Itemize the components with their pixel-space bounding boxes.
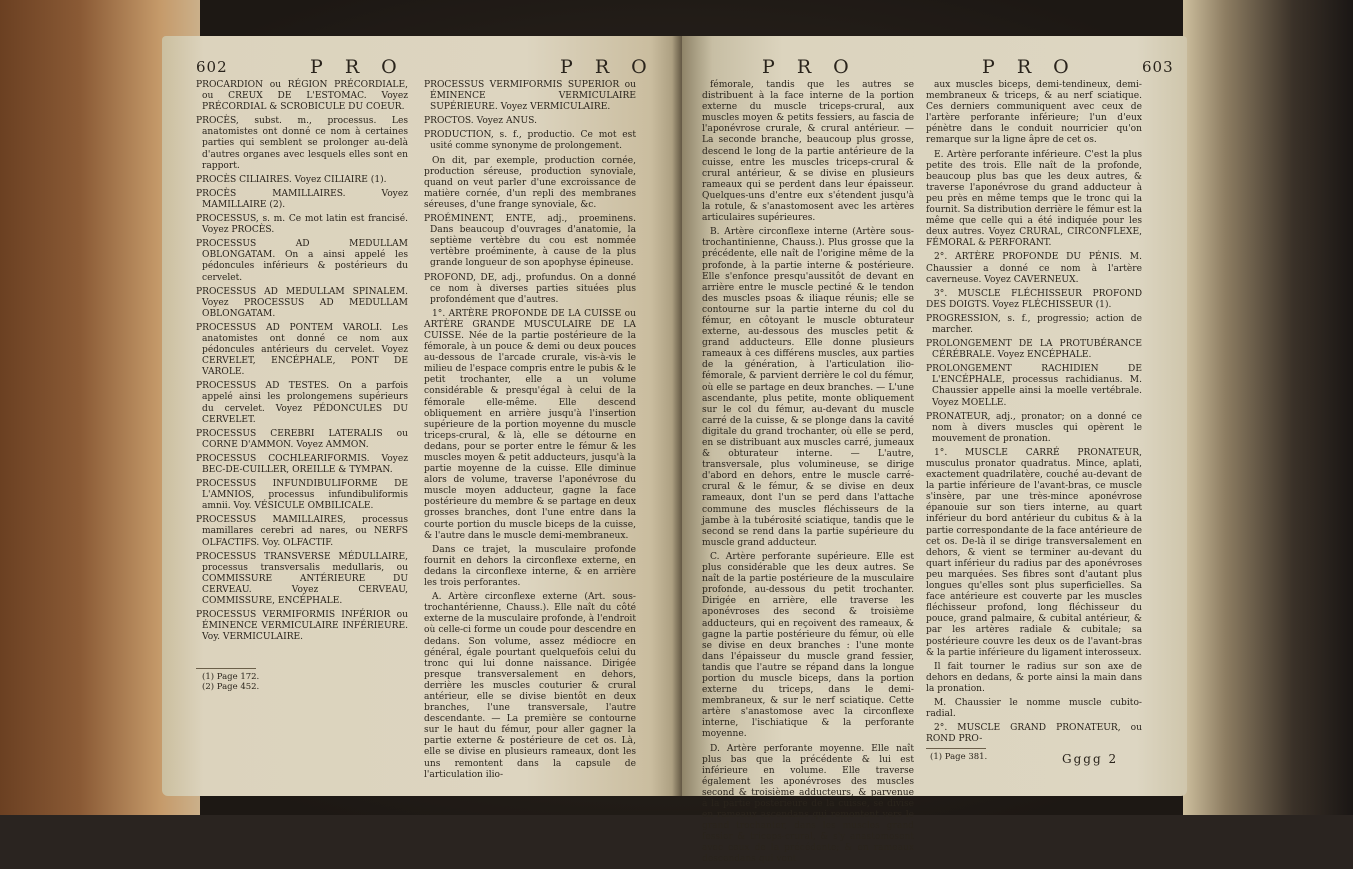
footnote-rule bbox=[926, 748, 986, 749]
right-footnote-1: (1) Page 381. bbox=[930, 752, 988, 762]
dictionary-entry: PROCESSUS INFUNDIBULIFORME DE L'AMNIOS, processus infundibuliformis amnii. Voy. VÉSICULE OMBILICALE. bbox=[196, 479, 408, 512]
dictionary-entry: C. Artère perforante supérieure. Elle est plus considérable que les deux autres. Se naît de la partie postérieure de la musculaire profonde, au-dessous du petit trochanter. Dirigée en arrière, elle traverse les aponévroses des second & troisième adducteurs, qui en reçoivent des rameaux, & gagne la partie postérieure du fémur, où elle se divise en deux branches : l'une monte dans l'épaisseur du muscle grand fessier, tandis que l'autre se répand dans la longue portion du muscle biceps, dans la portion externe du triceps, dans le demi-membraneux, & sur le nerf sciatique. Cette artère s'anastomose avec la circonflexe interne, l'ischiatique & la perforante moyenne. bbox=[702, 551, 914, 740]
dictionary-entry: On dit, par exemple, production cornée, production séreuse, production synoviale, quand on veut parler d'une excroissance de matière cornée, d'un repli des membranes séreuses, d'une frange synoviale, &c. bbox=[424, 155, 636, 210]
right-page bbox=[682, 36, 1187, 865]
dictionary-entry: 2°. MUSCLE GRAND PRONATEUR, ou ROND PRO- bbox=[926, 723, 1142, 745]
dictionary-entry: D. Artère perforante moyenne. Elle naît plus bas que la précédente & lui est inférieure en volume. Elle traverse également les aponévroses des muscles second & troisième adducteurs, & parvenue à la partie postérieure de la cuisse, se divise en rameaux ascendans qui remontent vers le grand trochanter, dans les muscles grand fessier & triceps-crural, & s'y anastomosent avec ceux de la précédente; & en rameaux descendans qui vont bbox=[702, 743, 914, 865]
dictionary-entry: PROCARDION ou RÉGION PRÉCORDIALE, ou CREUX DE L'ESTOMAC. Voyez PRÉCORDIAL & SCROBICULE DU COEUR. bbox=[196, 80, 408, 113]
dictionary-entry: PROCESSUS AD PONTEM VAROLI. Les anatomistes ont donné ce nom aux pédoncules antérieurs du cervelet. Voyez CERVELET, ENCÉPHALE, PONT DE VAROLE. bbox=[196, 322, 408, 378]
right-page-number: 603 bbox=[1142, 58, 1174, 76]
left-footnote-1: (1) Page 172. bbox=[202, 672, 260, 682]
dictionary-entry: PROCESSUS CEREBRI LATERALIS ou CORNE D'AMMON. Voyez AMMON. bbox=[196, 428, 408, 450]
dictionary-entry: aux muscles biceps, demi-tendineux, demi-membraneux & triceps, & au nerf sciatique. Ces derniers communiquent avec ceux de l'artère perforante inférieure; l'un d'eux pénètre dans le conduit nourricier qu'on remarque sur la ligne âpre de cet os. bbox=[926, 80, 1142, 146]
dictionary-entry: PROGRESSION, s. f., progressio; action de marcher. bbox=[926, 313, 1142, 335]
dictionary-entry: PRONATEUR, adj., pronator; on a donné ce nom à divers muscles qui opèrent le mouvement de pronation. bbox=[926, 411, 1142, 444]
dictionary-entry: PROLONGEMENT RACHIDIEN DE L'ENCÉPHALE, processus rachidianus. M. Chaussier appelle ainsi la moelle vertébrale. Voyez MOELLE. bbox=[926, 364, 1142, 408]
dictionary-entry: PROCÈS MAMILLAIRES. Voyez MAMILLAIRE (2). bbox=[196, 188, 408, 210]
dictionary-entry: Dans ce trajet, la musculaire profonde fournit en dehors la circonflexe externe, en dedans la circonflexe interne, & en arrière les trois perforantes. bbox=[424, 544, 636, 589]
dictionary-entry: PROCÈS CILIAIRES. Voyez CILIAIRE (1). bbox=[196, 174, 387, 185]
footnote-rule bbox=[196, 668, 256, 669]
right-running-head-col2: P R O bbox=[982, 56, 1077, 78]
dictionary-entry: M. Chaussier le nomme muscle cubito-radial. bbox=[926, 697, 1142, 720]
left-page bbox=[162, 36, 682, 796]
dictionary-entry: PROÉMINENT, ENTE, adj., proeminens. Dans beaucoup d'ouvrages d'anatomie, la septième vertèbre du cou est nommée vertèbre proéminente, à cause de la plus grande longueur de son apophyse épineuse. bbox=[424, 214, 636, 269]
dictionary-entry: PROCÈS, subst. m., processus. Les anatomistes ont donné ce nom à certaines parties qui semblent se prolonger au-delà d'autres organes avec lesquels elles sont en rapport. bbox=[196, 116, 408, 171]
dictionary-entry: 3°. MUSCLE FLÉCHISSEUR PROFOND DES DOIGTS. Voyez FLÉCHISSEUR (1). bbox=[926, 288, 1142, 310]
left-column-1 bbox=[196, 80, 408, 646]
dictionary-entry: 1°. ARTÈRE PROFONDE DE LA CUISSE ou ARTÈRE GRANDE MUSCULAIRE DE LA CUISSE. Née de la partie postérieure de la fémorale, à un pouce & demi ou deux pouces au-dessous de l'arcade crurale, vis-à-vis le milieu de l'espace compris entre le pubis & le petit trochanter, elle a un volume considérable & presqu'égal à celui de la fémorale elle-même. Elle descend obliquement en arrière jusqu'à l'insertion supérieure de la portion moyenne du muscle triceps-crural, & là, elle se détourne en dedans, pour se porter entre le fémur & les muscles moyen & petit adducteurs, jusqu'à la partie moyenne de la cuisse. Elle diminue alors de volume, traverse l'aponévrose du muscle moyen adducteur, gagne la face postérieure du membre & se partage en deux grosses branches, dont l'une entre dans la courte portion du muscle biceps de la cuisse, & l'autre dans le muscle demi-membraneux. bbox=[424, 308, 636, 541]
right-column-2 bbox=[926, 80, 1142, 748]
right-running-head-col1: P R O bbox=[762, 56, 857, 78]
dictionary-entry: PROCESSUS COCHLEARIFORMIS. Voyez BEC-DE-CUILLER, OREILLE & TYMPAN. bbox=[196, 453, 408, 475]
dictionary-entry: PROCESSUS VERMIFORMIS SUPERIOR ou ÉMINENCE VERMICULAIRE SUPÉRIEURE. Voyez VERMICULAIRE. bbox=[424, 80, 636, 113]
dictionary-entry: PROCESSUS AD MEDULLAM SPINALEM. Voyez PROCESSUS AD MEDULLAM OBLONGATAM. bbox=[196, 286, 408, 319]
dictionary-entry: PROCESSUS, s. m. Ce mot latin est francisé. Voyez PROCÈS. bbox=[196, 214, 408, 236]
dictionary-entry: PROLONGEMENT DE LA PROTUBÉRANCE CÉRÉBRALE. Voyez ENCÉPHALE. bbox=[926, 339, 1142, 361]
dictionary-entry: B. Artère circonflexe interne (Artère sous-trochantinienne, Chauss.). Plus grosse que la précédente, elle naît de l'origine même de la profonde, à la partie interne & postérieure. Elle s'enfonce presqu'aussitôt de devant en arrière entre le muscle pectiné & le tendon des muscles psoas & iliaque réunis; elle se contourne sur la partie interne du col du fémur, en côtoyant le muscle obturateur externe, au-dessous des muscles petit & grand adducteurs. Elle donne plusieurs rameaux à ces différens muscles, aux parties de la génération, à l'articulation ilio-fémorale, & parvient derrière le col du fémur, où elle se partage en deux branches. — L'une ascendante, plus petite, monte obliquement sur le col du fémur, au-devant du muscle carré de la cuisse, & se plonge dans la cavité digitale du grand trochanter, où elle se perd, en se distribuant aux muscles carré, jumeaux & obturateur interne. — L'autre, transversale, plus volumineuse, se dirige d'abord en dehors, entre le muscle carré-crural & le fémur, & se divise en deux rameaux, dont l'un se perd dans l'attache commune des muscles fléchisseurs de la jambe à la tubérosité sciatique, tandis que le second se rend dans la partie supérieure du muscle grand adducteur. bbox=[702, 227, 914, 548]
dictionary-entry: PROCESSUS TRANSVERSE MÉDULLAIRE, processus transversalis medullaris, ou COMMISSURE ANTÉRIEURE DU CERVEAU. Voyez CERVEAU, COMMISSURE, ENCÉPHALE. bbox=[196, 551, 408, 607]
left-running-head-col1: P R O bbox=[310, 56, 405, 78]
dictionary-entry: Il fait tourner le radius sur son axe de dehors en dedans, & porte ainsi la main dans la pronation. bbox=[926, 661, 1142, 694]
dictionary-entry: PROCTOS. Voyez ANUS. bbox=[424, 116, 537, 127]
book-fore-edge-right bbox=[1183, 0, 1353, 815]
dictionary-entry: A. Artère circonflexe externe (Art. sous-trochantérienne, Chauss.). Elle naît du côté externe de la musculaire profonde, à l'endroit où celle-ci forme un coude pour descendre en dedans. Son volume, assez médiocre en général, égale pourtant quelquefois celui du tronc qui lui donne naissance. Dirigée presque transversalement en dehors, derrière les muscles couturier & crural antérieur, elle se divise bientôt en deux branches, l'une transversale, l'autre descendante. — La première se contourne sur le haut du fémur, pour aller gagner la partie externe & postérieure de cet os. Là, elle se divise en plusieurs rameaux, dont les uns remontent dans la capsule de l'articulation ilio- bbox=[424, 592, 636, 780]
left-page-number: 602 bbox=[196, 58, 228, 76]
dictionary-entry: PROFOND, DE, adj., profundus. On a donné ce nom à diverses parties situées plus profondément que d'autres. bbox=[424, 272, 636, 305]
dictionary-entry: fémorale, tandis que les autres se distribuent à la face interne de la portion externe du muscle triceps-crural, aux muscles moyen & petits fessiers, au fascia de l'aponévrose crurale, & crural antérieur. — La seconde branche, beaucoup plus grosse, descend le long de la partie antérieure de la cuisse, entre les muscles triceps-crural & crural antérieur, & se divise en plusieurs rameaux qui se perdent dans leur épaisseur. Quelques-uns d'entre eux s'étendent jusqu'à la rotule, & s'anastomosent avec les artères articulaires supérieures. bbox=[702, 80, 914, 224]
left-footnote-2: (2) Page 452. bbox=[202, 682, 260, 692]
left-column-2 bbox=[424, 80, 636, 784]
left-running-head-col2: P R O bbox=[560, 56, 655, 78]
dictionary-entry: PROCESSUS AD MEDULLAM OBLONGATAM. On a ainsi appelé les pédoncules inférieurs & postérieurs du cervelet. bbox=[196, 239, 408, 283]
dictionary-entry: PROCESSUS AD TESTES. On a parfois appelé ainsi les prolongemens supérieurs du cervelet. Voyez PÉDONCULES DU CERVELET. bbox=[196, 381, 408, 425]
dictionary-entry: E. Artère perforante inférieure. C'est la plus petite des trois. Elle naît de la profonde, beaucoup plus bas que les deux autres, & traverse l'aponévrose du grand adducteur à peu près en même temps que le tronc qui la fournit. Sa distribution derrière le fémur est la même que celle qui a été indiquée pour les deux autres. Voyez CRURAL, CIRCONFLEXE, FÉMORAL & PERFORANT. bbox=[926, 149, 1142, 249]
dictionary-entry: PRODUCTION, s. f., productio. Ce mot est usité comme synonyme de prolongement. bbox=[424, 130, 636, 152]
signature-mark: Gggg 2 bbox=[1062, 752, 1119, 766]
dictionary-entry: PROCESSUS VERMIFORMIS INFÉRIOR ou ÉMINENCE VERMICULAIRE INFÉRIEURE. Voy. VERMICULAIRE. bbox=[196, 610, 408, 643]
dictionary-entry: 1°. MUSCLE CARRÉ PRONATEUR, musculus pronator quadratus. Mince, aplati, exactement quadrilatère, couché au-devant de la partie inférieure de l'avant-bras, ce muscle s'insère, par une très-mince aponévrose épanouie sur son tiers interne, au quart inférieur du bord antérieur du cubitus & à la partie correspondante de la face antérieure de cet os. De-là il se dirige transversalement en dehors, & vient se terminer au-devant du quart inférieur du radius par des aponévroses peu marquées. Ses fibres sont d'autant plus longues qu'elles sont plus superficielles. Sa face antérieure est couverte par les muscles fléchisseur profond, long fléchisseur du pouce, grand palmaire, & cubital antérieur, & par les artères radiale & cubitale; sa postérieure couvre les deux os de l'avant-bras & la partie inférieure du ligament interosseux. bbox=[926, 447, 1143, 658]
dictionary-entry: 2°. ARTÈRE PROFONDE DU PÉNIS. M. Chaussier a donné ce nom à l'artère caverneuse. Voyez CAVERNEUX. bbox=[926, 252, 1142, 285]
dictionary-entry: PROCESSUS MAMILLAIRES, processus mamillares cerebri ad nares, ou NERFS OLFACTIFS. Voy. OLFACTIF. bbox=[196, 515, 408, 548]
right-column-1 bbox=[702, 80, 914, 869]
